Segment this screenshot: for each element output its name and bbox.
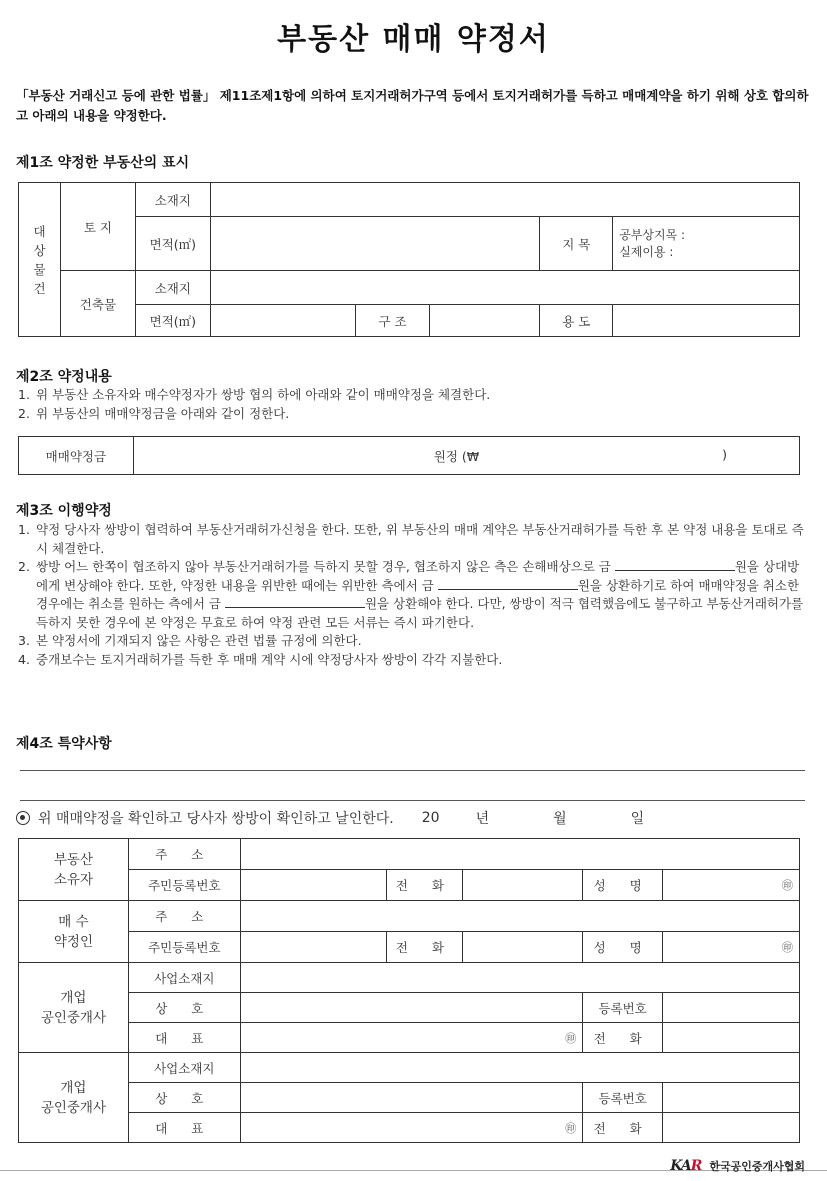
article3-title: 제3조 이행약정 [16, 503, 112, 519]
article3-item2 [36, 558, 808, 632]
buyer-seal-mark: ㊞ [782, 941, 793, 954]
confirmation-line [16, 808, 806, 828]
article2-item1: 위 부동산 소유자와 매수약정자가 쌍방 협의 하에 아래와 같이 매매약정을 체결한다. [36, 387, 491, 402]
subject-label: 대상물건 [19, 183, 61, 337]
owner-resident-no-field[interactable] [240, 870, 387, 901]
broker2-office-field[interactable] [240, 1053, 799, 1083]
broker1-reg-label: 등록번호 [583, 993, 663, 1023]
broker2-phone-field[interactable] [663, 1113, 800, 1143]
special-terms-line-2[interactable] [20, 800, 805, 801]
amount-field[interactable] [133, 437, 799, 475]
owner-seal-mark: ㊞ [782, 879, 793, 892]
broker1-rep-label: 대 표 [128, 1023, 240, 1053]
building-location-field[interactable] [210, 271, 799, 305]
jimok-values[interactable] [613, 217, 800, 271]
day-label: 일 [630, 811, 645, 827]
building-location-label: 소재지 [135, 271, 210, 305]
broker1-rep-field[interactable] [240, 1023, 583, 1053]
buyer-phone-field[interactable] [463, 932, 583, 963]
broker2-firm-field[interactable] [240, 1083, 583, 1113]
broker1-seal-mark: ㊞ [565, 1031, 577, 1045]
article3-item2-part-a: 쌍방 어느 한쪽이 협조하지 않아 부동산거래허가를 득하지 못할 경우, 협조하지 않은 측은 손해배상으로 금 [36, 559, 611, 574]
broker1-label: 개업 공인중개사 [19, 963, 129, 1053]
buyer-address-label: 주 소 [128, 901, 240, 932]
land-location-field[interactable] [210, 183, 799, 217]
building-area-field[interactable] [210, 305, 355, 337]
land-label: 토 지 [60, 183, 135, 271]
structure-field[interactable] [430, 305, 540, 337]
document-title: 부동산 매매 약정서 [277, 22, 550, 57]
use-field[interactable] [613, 305, 800, 337]
intro-text: 「부동산 거래신고 등에 관한 법률」 제11조제1항에 의하여 토지거래허가구역 등에서 토지거래허가를 득하고 매매계약을 하기 위해 상호 합의하고 아래의 내용을 약정한다. [16, 88, 809, 123]
buyer-label: 매 수 약정인 [19, 901, 129, 963]
broker1-reg-field[interactable] [663, 993, 800, 1023]
bullet-icon [16, 811, 30, 825]
broker1-office-label: 사업소재지 [128, 963, 240, 993]
article3-clauses: 1. 약정 당사자 쌍방이 협력하여 부동산거래허가신청을 한다. 또한, 위 부동산의 매매 계약은 부동산거래허가를 득한 후 본 약정 내용을 토대로 즉시 체결한다. 2. 쌍방 어느 한쪽이 협조하지 않아 부동산거래허가를 득하지 못할 경우, 협조하지 않은 측은 손해배상으로 금 원을 상대방에게 변상해야 한다. 또한, 약정한 내용을 위반한 때에는 위반한 측에서 금 원을 상환하기로 하여 매매약정을 취소한 경우에는 취소를 원하는 측에서 금 원을 상환해야 한다. 다만, 쌍방이 적극 협력했음에도 불구하고 부동산거래허가를 득하지 못한 경우에 본 약정은 무효로 하여 약정 관련 모든 서류는 즉시 파기한다. 3. 본 약정서에 기재되지 않은 사항은 관련 법률 규정에 의한다. 4. 중개보수는 토지거래허가를 득한 후 매매 계약 시에 약정당사자 쌍방이 각각 지불한다. [18, 521, 808, 669]
broker2-reg-label: 등록번호 [583, 1083, 663, 1113]
owner-name-label: 성 명 [583, 870, 663, 901]
article3-item3: 본 약정서에 기재되지 않은 사항은 관련 법률 규정에 의한다. [36, 633, 362, 648]
article3-item2-part-d: 원을 상환해야 한다. 다만, 쌍방이 적극 협력했음에도 불구하고 부동산거래허가를 득하지 못한 경우에 본 약정은 무효로 하여 약정 관련 모든 서류는 즉시 파기한다. [36, 596, 804, 630]
refund-amount-blank[interactable] [225, 596, 365, 608]
parties-table [18, 838, 800, 1143]
year-prefix: 20 [421, 810, 440, 826]
broker1-office-field[interactable] [240, 963, 799, 993]
buyer-address-field[interactable] [240, 901, 799, 932]
owner-phone-field[interactable] [463, 870, 583, 901]
jimok-official: 공부상지목 : [619, 227, 686, 242]
broker2-rep-label: 대 표 [128, 1113, 240, 1143]
broker2-office-label: 사업소재지 [128, 1053, 240, 1083]
land-area-field[interactable] [210, 217, 540, 271]
broker2-reg-field[interactable] [663, 1083, 800, 1113]
article3-item2-part-b: 원을 상대방에게 변상해야 한다. 또한, 약정한 내용을 위반한 때에는 위반한 측에서 금 [36, 559, 800, 593]
owner-address-field[interactable] [240, 839, 799, 870]
article4-title: 제4조 특약사항 [16, 736, 112, 752]
month-label: 월 [553, 811, 567, 827]
property-table [18, 182, 800, 337]
jimok-label: 지 목 [540, 217, 613, 271]
broker2-firm-label: 상 호 [128, 1083, 240, 1113]
owner-name-field[interactable] [663, 870, 800, 901]
buyer-phone-label: 전 화 [387, 932, 463, 963]
confirmation-text: 위 매매약정을 확인하고 당사자 쌍방이 확인하고 날인한다. [38, 811, 394, 827]
owner-phone-label: 전 화 [387, 870, 463, 901]
association-name: 한국공인중개사협회 [709, 1160, 805, 1173]
buyer-resident-no-field[interactable] [240, 932, 387, 963]
structure-label: 구 조 [355, 305, 430, 337]
broker1-phone-label: 전 화 [583, 1023, 663, 1053]
article1-title: 제1조 약정한 부동산의 표시 [16, 155, 190, 171]
buyer-resident-no-label: 주민등록번호 [128, 932, 240, 963]
land-location-label: 소재지 [135, 183, 210, 217]
amount-text: 원정 (₩ [433, 448, 480, 464]
article3-item1: 약정 당사자 쌍방이 협력하여 부동산거래허가신청을 한다. 또한, 위 부동산의 매매 계약은 부동산거래허가를 득한 후 본 약정 내용을 토대로 즉시 체결한다. [36, 522, 804, 556]
broker2-rep-field[interactable] [240, 1113, 583, 1143]
article3-item4: 중개보수는 토지거래허가를 득한 후 매매 계약 시에 약정당사자 쌍방이 각각 지불한다. [36, 651, 503, 667]
buyer-name-field[interactable] [663, 932, 800, 963]
article3-item2-part-c: 원을 상환하기로 하여 매매약정을 취소한 경우에는 취소를 원하는 측에서 금 [36, 577, 800, 611]
building-label: 건축물 [60, 271, 135, 337]
damages-amount-blank[interactable] [615, 559, 735, 571]
year-label: 년 [475, 811, 490, 827]
footer [670, 1158, 805, 1174]
land-area-label: 면적(㎡) [135, 217, 210, 271]
amount-table [18, 436, 800, 475]
article2-clauses: 1. 위 부동산 소유자와 매수약정자가 쌍방 협의 하에 아래와 같이 매매약정을 체결한다. 2. 위 부동산의 매매약정금을 아래와 같이 정한다. [18, 386, 808, 423]
association-logo: KAR [670, 1158, 702, 1174]
buyer-name-label: 성 명 [583, 932, 663, 963]
jimok-actual: 실제이용 : [619, 244, 674, 259]
owner-label: 부동산 소유자 [19, 839, 129, 901]
broker1-phone-field[interactable] [663, 1023, 800, 1053]
owner-address-label: 주 소 [128, 839, 240, 870]
broker1-firm-label: 상 호 [128, 993, 240, 1023]
amount-close: ) [722, 446, 727, 462]
special-terms-line-1[interactable] [20, 770, 805, 771]
article2-item2: 위 부동산의 매매약정금을 아래와 같이 정한다. [36, 405, 290, 421]
broker2-label: 개업 공인중개사 [19, 1053, 129, 1143]
owner-resident-no-label: 주민등록번호 [128, 870, 240, 901]
article2-title: 제2조 약정내용 [16, 369, 112, 385]
broker2-phone-label: 전 화 [583, 1113, 663, 1143]
amount-label: 매매약정금 [19, 437, 134, 475]
penalty-amount-blank[interactable] [438, 578, 578, 590]
building-area-label: 면적(㎡) [135, 305, 210, 337]
broker2-seal-mark: ㊞ [565, 1121, 577, 1135]
use-label: 용 도 [540, 305, 613, 337]
broker1-firm-field[interactable] [240, 993, 583, 1023]
